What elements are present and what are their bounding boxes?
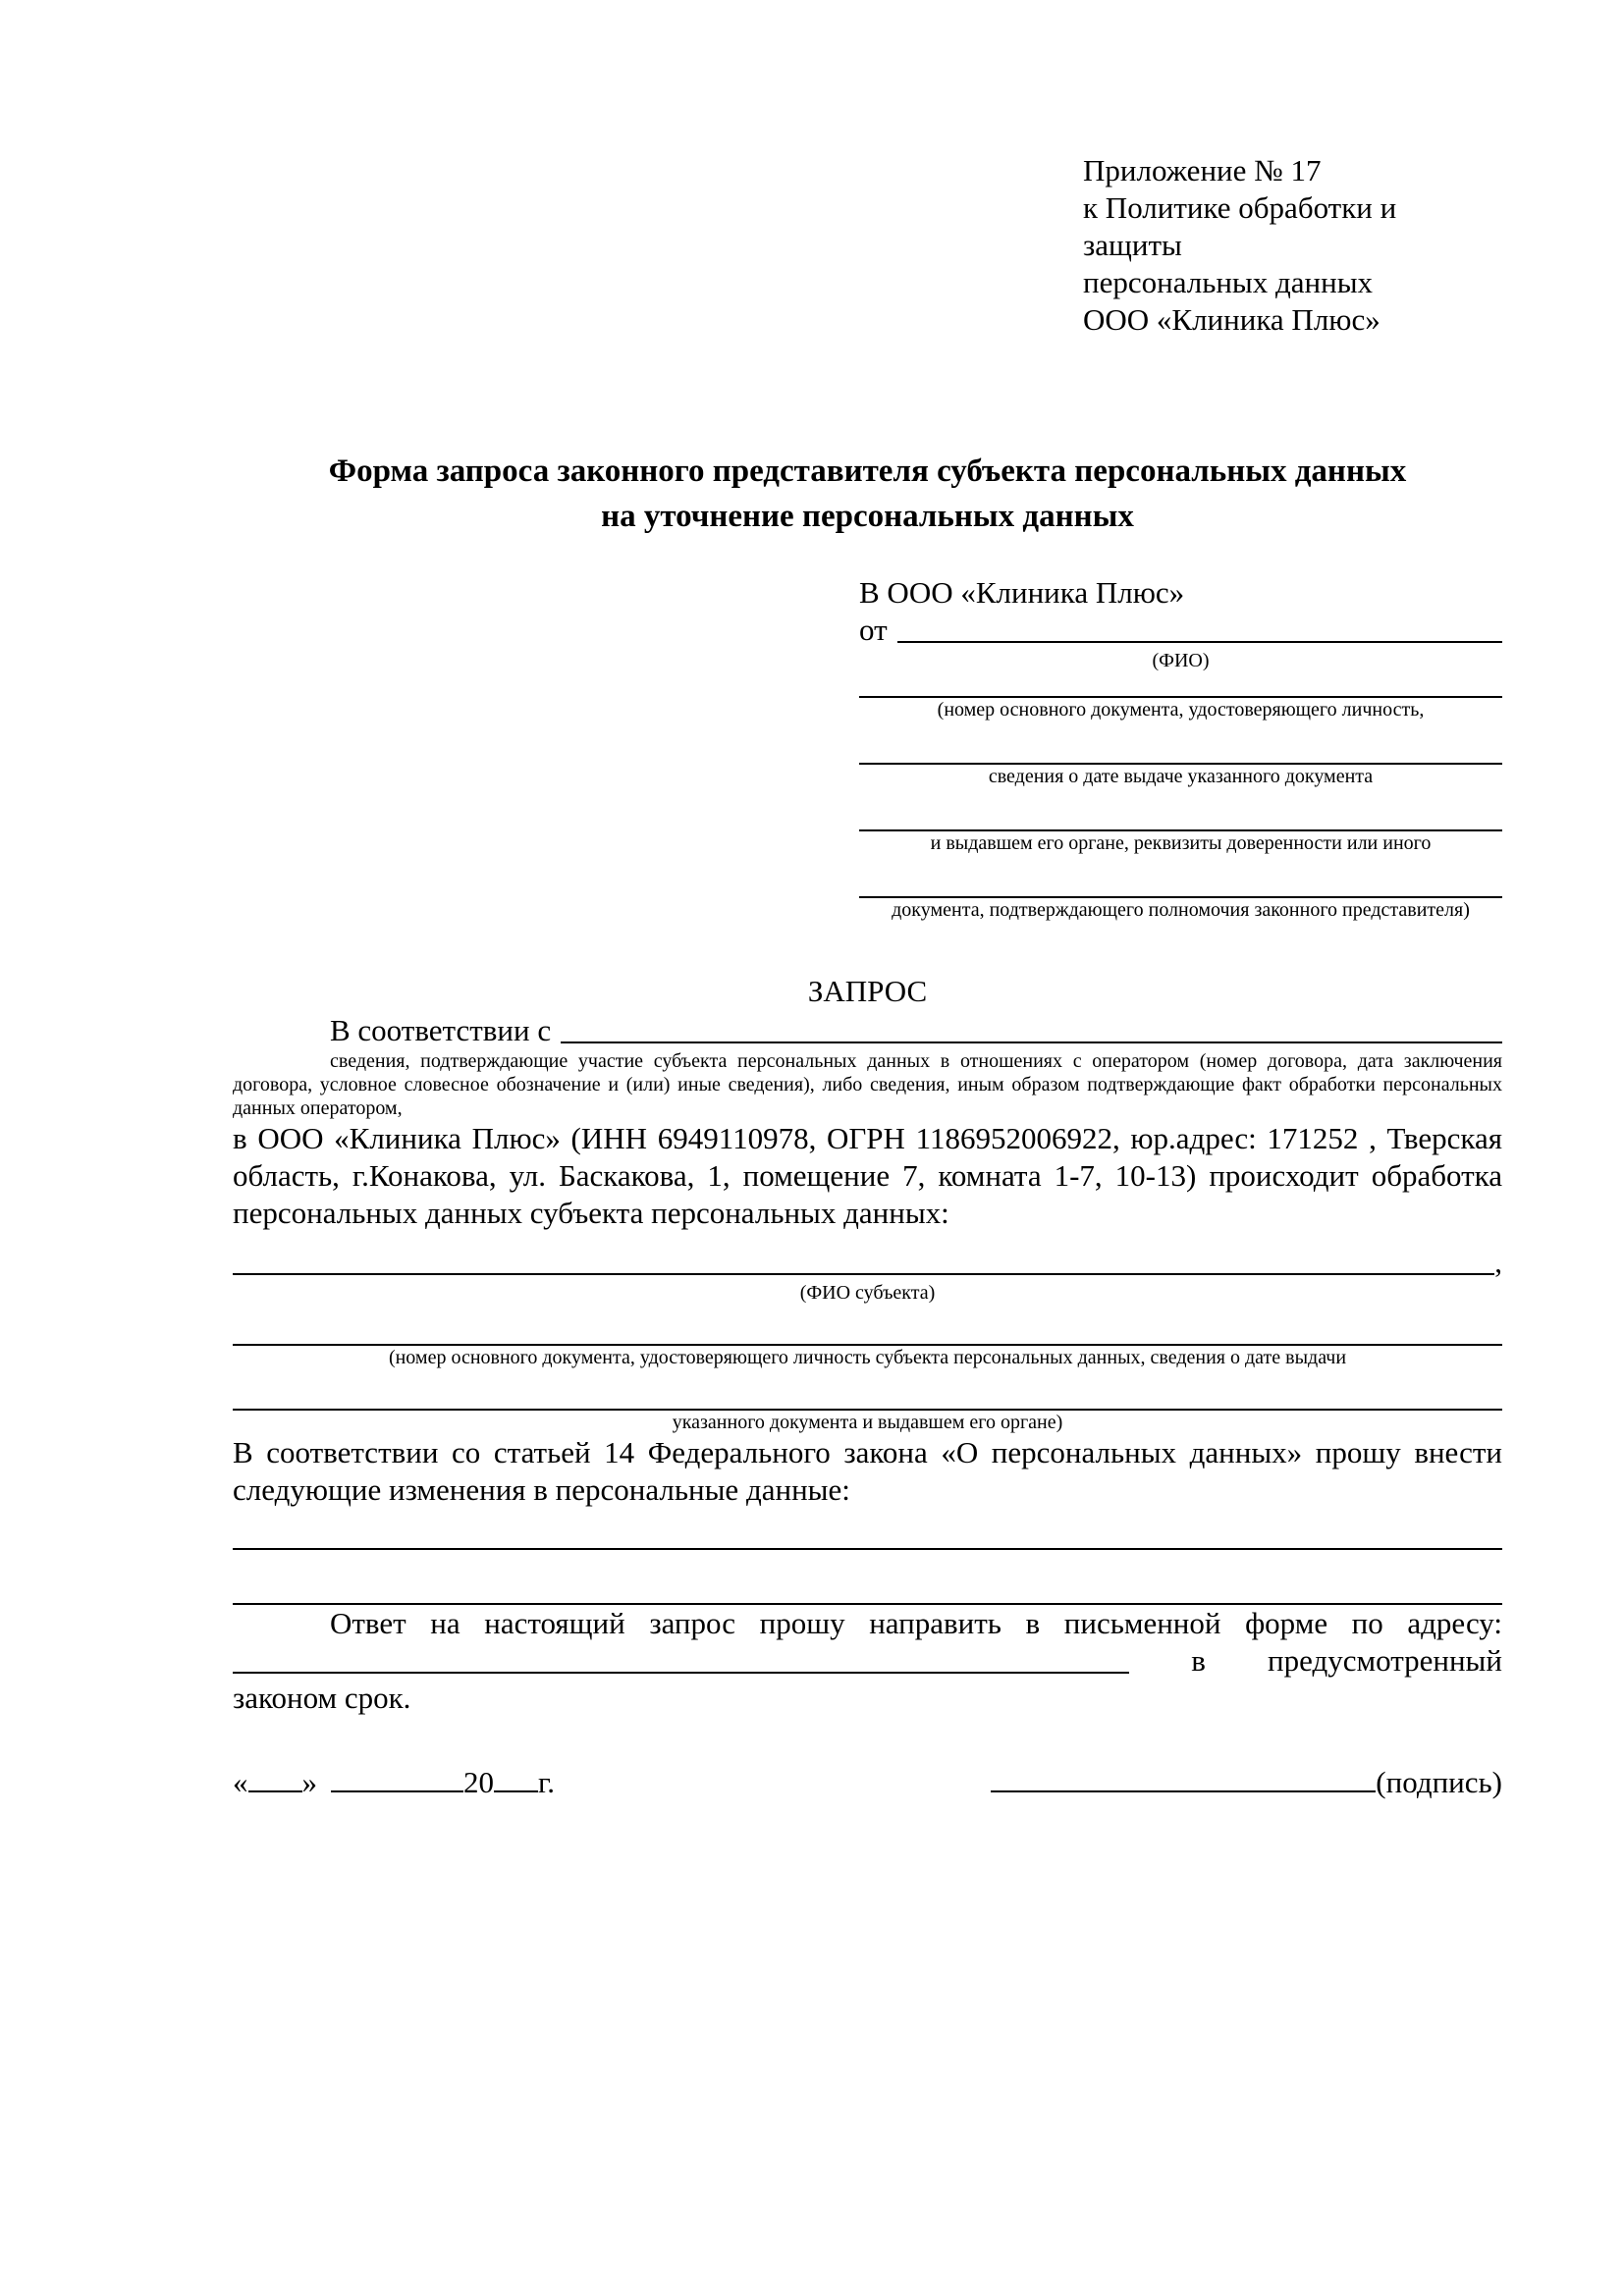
caption-fio: (ФИО) (1152, 650, 1210, 671)
basis-note: сведения, подтверждающие участие субъекта персональных данных в отношениях с оператором (номер договора, дата заключения договора, условное словесное обозначение и (или) иные сведения), либо сведения, иным образом подтверждающие факт обработки персональных данных оператором, (233, 1050, 1502, 1119)
caption-representative-doc-1: (номер основного документа, удостоверяющего личность, (937, 699, 1425, 721)
signature-caption: (подпись) (1376, 1765, 1502, 1799)
document-title-line1: Форма запроса законного представителя субъекта персональных данных (328, 454, 1407, 489)
fill-line-basis (561, 1012, 1502, 1043)
fill-line-representative-doc-3 (859, 800, 1502, 831)
response-address-row (233, 1642, 1502, 1680)
caption-subject-doc-1: (номер основного документа, удостоверяющего личность субъекта персональных данных, сведения о дате выдачи (388, 1347, 1347, 1368)
fill-line-subject-doc-1 (233, 1316, 1502, 1346)
signature-group (991, 1764, 1502, 1801)
response-paragraph: Ответ на настоящий запрос прошу направить в письменной форме по адресу: (330, 1606, 1502, 1640)
caption-representative-doc-3: и выдавшем его органе, реквизиты доверенности или иного (930, 832, 1432, 854)
caption-subject-fio: (ФИО субъекта) (799, 1282, 936, 1304)
caption-subject-doc-2: указанного документа и выдавшем его органе) (672, 1412, 1063, 1433)
date-group (233, 1764, 555, 1801)
appendix-block (1083, 152, 1502, 339)
appendix-line: Приложение № 17 (1083, 153, 1322, 187)
fill-line-changes-1 (233, 1515, 1502, 1550)
caption-representative-doc-2: сведения о дате выдаче указанного документа (988, 766, 1374, 787)
subject-name-row (233, 1244, 1502, 1281)
fill-line-month (331, 1767, 463, 1792)
fill-line-signature (991, 1767, 1376, 1792)
fill-line-day (248, 1767, 302, 1792)
appendix-line: персональных данных (1083, 265, 1374, 299)
fill-line-representative-doc-2 (859, 733, 1502, 765)
from-row (859, 612, 1502, 649)
fill-line-subject-doc-2 (233, 1381, 1502, 1411)
fill-line-year (494, 1767, 538, 1792)
fill-line-representative-name (897, 612, 1502, 643)
fill-line-subject-name (233, 1244, 1494, 1275)
year-suffix: г. (538, 1765, 555, 1799)
addressee-organization: В ООО «Клиника Плюс» (859, 575, 1185, 610)
quote-open: « (233, 1765, 248, 1799)
caption-representative-doc-4: документа, подтверждающего полномочия законного представителя) (892, 899, 1470, 921)
basis-label: В соответствии с (330, 1013, 552, 1047)
appendix-line: к Политике обработки и защиты (1083, 190, 1397, 262)
document-title (233, 449, 1502, 539)
quote-close: » (301, 1765, 317, 1799)
response-end: законом срок. (233, 1681, 411, 1715)
fill-line-representative-doc-1 (859, 674, 1502, 698)
fill-line-address (233, 1642, 1129, 1674)
year-prefix: 20 (463, 1765, 494, 1799)
document-title-line2: на уточнение персональных данных (601, 499, 1134, 534)
response-word-2: предусмотренный (1268, 1643, 1502, 1678)
fill-line-representative-doc-4 (859, 867, 1502, 898)
request-heading: ЗАПРОС (807, 974, 928, 1008)
from-label: от (859, 613, 888, 647)
law-paragraph: В соответствии со статьей 14 Федерального закона «О персональных данных» прошу внести следующие изменения в персональные данные: (233, 1435, 1502, 1507)
date-signature-row (233, 1764, 1502, 1801)
response-word-1: в (1191, 1643, 1206, 1678)
operator-paragraph: в ООО «Клиника Плюс» (ИНН 6949110978, ОГРН 1186952006922, юр.адрес: 171252 , Тверская область, г.Конакова, ул. Баскакова, 1, помещение 7, комната 1-7, 10-13) происходит обработка персональных данных субъекта персональных данных: (233, 1121, 1502, 1230)
addressee-block (859, 574, 1502, 922)
fill-line-changes-2 (233, 1574, 1502, 1605)
trailing-comma: , (1494, 1245, 1502, 1279)
appendix-line: ООО «Клиника Плюс» (1083, 302, 1380, 337)
basis-row (233, 1012, 1502, 1049)
